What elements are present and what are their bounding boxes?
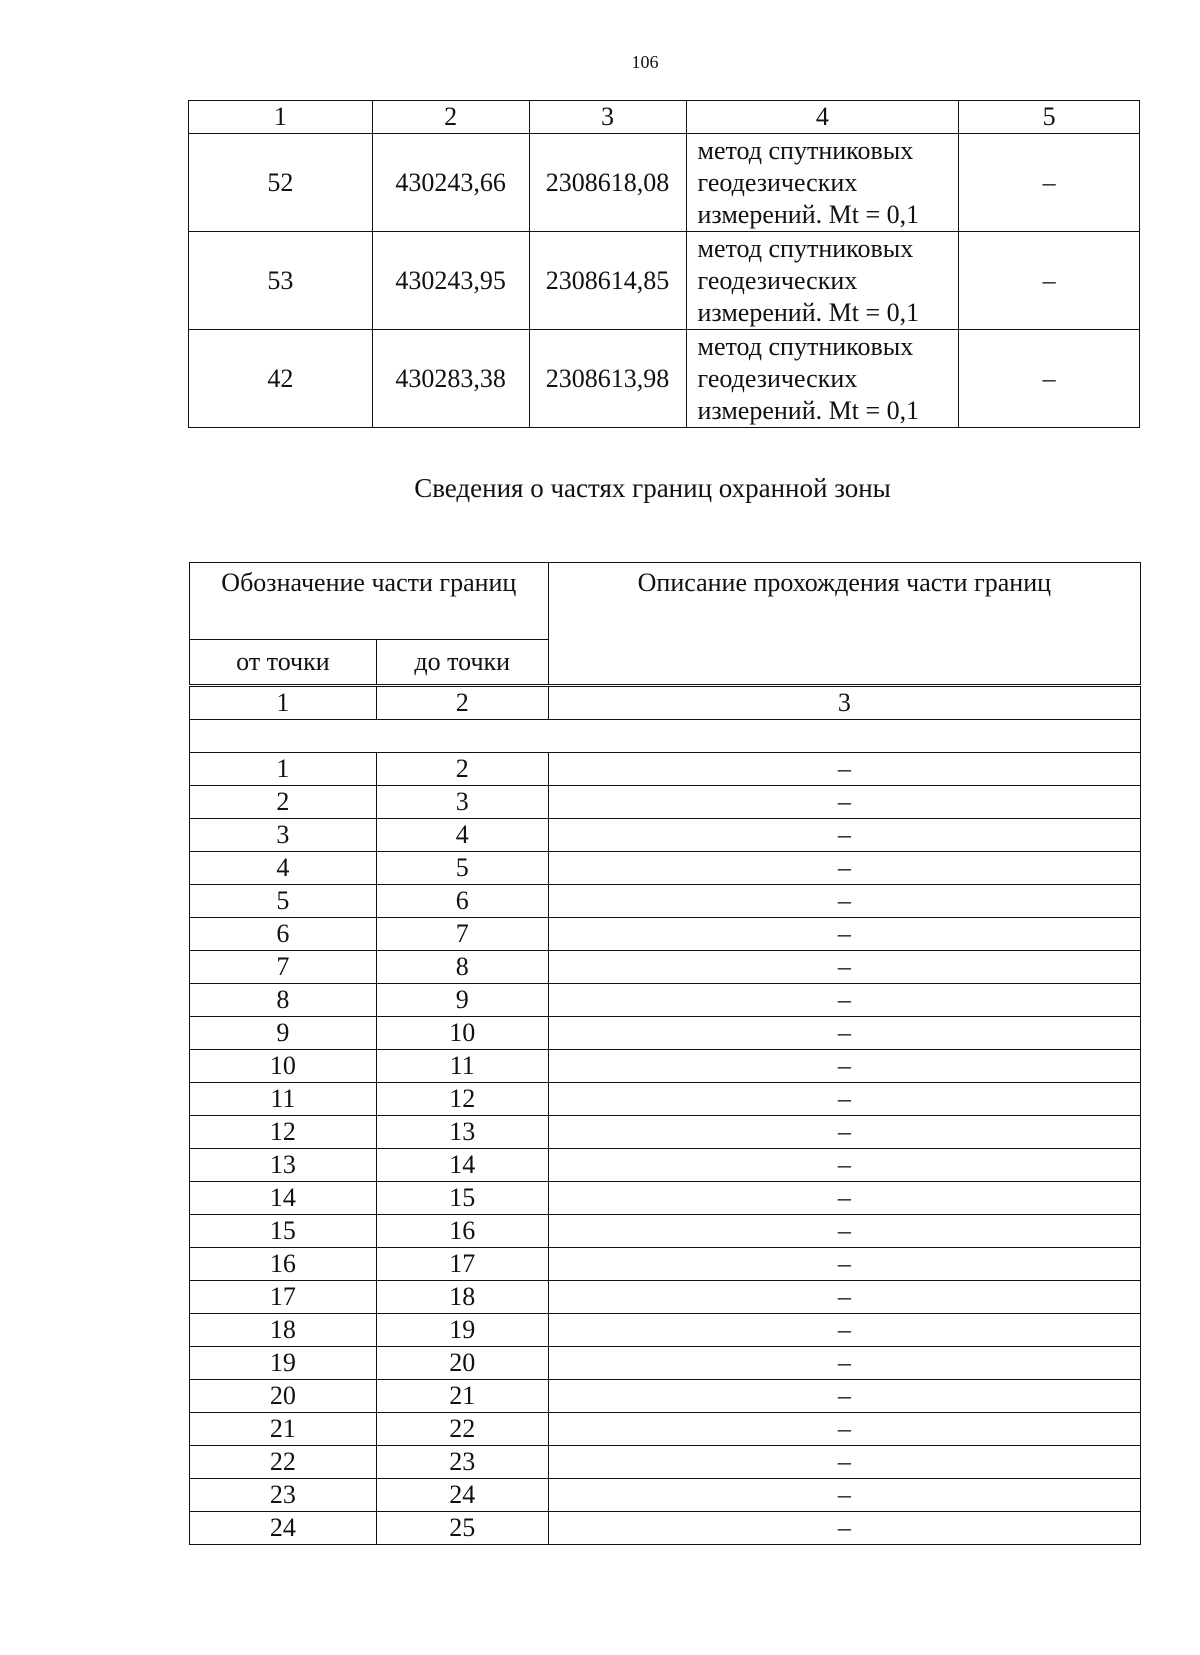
column-number-row <box>190 686 1141 720</box>
to-point: 23 <box>376 1446 548 1479</box>
header-row <box>190 563 1141 640</box>
part-description: – <box>548 1479 1140 1512</box>
column-number: 5 <box>959 101 1140 134</box>
note: – <box>959 134 1140 232</box>
part-description: – <box>548 1512 1140 1545</box>
method-line: измерений. Mt = 0,1 <box>697 395 920 425</box>
from-point: 16 <box>190 1248 377 1281</box>
from-point: 15 <box>190 1215 377 1248</box>
method-line: измерений. Mt = 0,1 <box>697 297 920 327</box>
coord-x: 430243,95 <box>372 232 529 330</box>
table-row <box>190 1017 1141 1050</box>
coord-x: 430243,66 <box>372 134 529 232</box>
from-point: 13 <box>190 1149 377 1182</box>
to-point: 19 <box>376 1314 548 1347</box>
table-row <box>190 1314 1141 1347</box>
to-point: 14 <box>376 1149 548 1182</box>
to-point: 3 <box>376 786 548 819</box>
to-point: 8 <box>376 951 548 984</box>
part-description: – <box>548 1017 1140 1050</box>
table-row <box>190 1446 1141 1479</box>
to-point: 4 <box>376 819 548 852</box>
page-number: 106 <box>631 52 659 72</box>
part-description: – <box>548 984 1140 1017</box>
note: – <box>959 232 1140 330</box>
to-point: 9 <box>376 984 548 1017</box>
header-description: Описание прохождения части границ <box>548 563 1140 686</box>
to-point: 7 <box>376 918 548 951</box>
method-description <box>686 232 959 330</box>
table-row <box>190 1116 1141 1149</box>
table-row <box>190 819 1141 852</box>
from-point: 12 <box>190 1116 377 1149</box>
header-from-point: от точки <box>190 640 377 686</box>
from-point: 6 <box>190 918 377 951</box>
to-point: 10 <box>376 1017 548 1050</box>
part-description: – <box>548 1281 1140 1314</box>
part-description: – <box>548 1347 1140 1380</box>
column-number: 3 <box>529 101 686 134</box>
header-to-point: до точки <box>376 640 548 686</box>
part-description: – <box>548 786 1140 819</box>
coord-y: 2308613,98 <box>529 330 686 428</box>
table-row <box>190 1050 1141 1083</box>
to-point: 24 <box>376 1479 548 1512</box>
point-id: 53 <box>189 232 373 330</box>
to-point: 22 <box>376 1413 548 1446</box>
method-line: метод спутниковых <box>697 135 914 165</box>
to-point: 2 <box>376 753 548 786</box>
table-row <box>189 134 1140 232</box>
to-point: 5 <box>376 852 548 885</box>
table-row <box>189 232 1140 330</box>
part-description: – <box>548 885 1140 918</box>
method-line: геодезических <box>697 265 858 295</box>
table-row <box>190 786 1141 819</box>
table-row <box>190 1347 1141 1380</box>
to-point: 17 <box>376 1248 548 1281</box>
from-point: 10 <box>190 1050 377 1083</box>
to-point: 20 <box>376 1347 548 1380</box>
table-row <box>190 1248 1141 1281</box>
column-number: 1 <box>190 686 377 720</box>
to-point: 13 <box>376 1116 548 1149</box>
method-line: метод спутниковых <box>697 331 914 361</box>
method-line: метод спутниковых <box>697 233 914 263</box>
from-point: 4 <box>190 852 377 885</box>
part-description: – <box>548 1116 1140 1149</box>
from-point: 9 <box>190 1017 377 1050</box>
table-row <box>190 1215 1141 1248</box>
part-description: – <box>548 819 1140 852</box>
parts-body <box>190 753 1141 1545</box>
section-title: Сведения о частях границ охранной зоны <box>414 473 891 503</box>
to-point: 11 <box>376 1050 548 1083</box>
from-point: 23 <box>190 1479 377 1512</box>
point-id: 42 <box>189 330 373 428</box>
part-description: – <box>548 1149 1140 1182</box>
part-description: – <box>548 1083 1140 1116</box>
coord-y: 2308614,85 <box>529 232 686 330</box>
table-row <box>190 951 1141 984</box>
table-row <box>190 852 1141 885</box>
from-point: 2 <box>190 786 377 819</box>
table-row <box>190 1413 1141 1446</box>
boundary-parts-table <box>189 562 1141 1545</box>
from-point: 21 <box>190 1413 377 1446</box>
from-point: 5 <box>190 885 377 918</box>
from-point: 20 <box>190 1380 377 1413</box>
table-row <box>190 1083 1141 1116</box>
part-description: – <box>548 852 1140 885</box>
column-number: 3 <box>548 686 1140 720</box>
part-description: – <box>548 951 1140 984</box>
from-point: 1 <box>190 753 377 786</box>
coord-x: 430283,38 <box>372 330 529 428</box>
table-row <box>190 1149 1141 1182</box>
method-line: геодезических <box>697 363 858 393</box>
method-description <box>686 330 959 428</box>
column-number: 1 <box>189 101 373 134</box>
table-row <box>190 1479 1141 1512</box>
method-description <box>686 134 959 232</box>
note: – <box>959 330 1140 428</box>
part-description: – <box>548 1314 1140 1347</box>
from-point: 19 <box>190 1347 377 1380</box>
table-row <box>190 1380 1141 1413</box>
part-description: – <box>548 1413 1140 1446</box>
column-number: 2 <box>372 101 529 134</box>
column-number-row <box>189 101 1140 134</box>
part-description: – <box>548 1182 1140 1215</box>
table-row <box>190 1182 1141 1215</box>
to-point: 12 <box>376 1083 548 1116</box>
from-point: 3 <box>190 819 377 852</box>
point-id: 52 <box>189 134 373 232</box>
from-point: 8 <box>190 984 377 1017</box>
to-point: 25 <box>376 1512 548 1545</box>
table-row <box>190 1512 1141 1545</box>
table-row <box>190 753 1141 786</box>
part-description: – <box>548 1380 1140 1413</box>
blank-row <box>190 720 1141 753</box>
from-point: 18 <box>190 1314 377 1347</box>
to-point: 15 <box>376 1182 548 1215</box>
part-description: – <box>548 1050 1140 1083</box>
table-row <box>189 330 1140 428</box>
part-description: – <box>548 1446 1140 1479</box>
header-designation: Обозначение части границ <box>190 563 549 640</box>
from-point: 11 <box>190 1083 377 1116</box>
table-row <box>190 1281 1141 1314</box>
to-point: 18 <box>376 1281 548 1314</box>
from-point: 14 <box>190 1182 377 1215</box>
column-number: 2 <box>376 686 548 720</box>
coordinates-table <box>188 100 1140 428</box>
part-description: – <box>548 1215 1140 1248</box>
blank-cell <box>190 720 1141 753</box>
to-point: 21 <box>376 1380 548 1413</box>
from-point: 7 <box>190 951 377 984</box>
from-point: 22 <box>190 1446 377 1479</box>
table-row <box>190 918 1141 951</box>
part-description: – <box>548 753 1140 786</box>
table-row <box>190 984 1141 1017</box>
part-description: – <box>548 1248 1140 1281</box>
method-line: геодезических <box>697 167 858 197</box>
part-description: – <box>548 918 1140 951</box>
coord-y: 2308618,08 <box>529 134 686 232</box>
to-point: 6 <box>376 885 548 918</box>
from-point: 24 <box>190 1512 377 1545</box>
method-line: измерений. Mt = 0,1 <box>697 199 920 229</box>
table-row <box>190 885 1141 918</box>
from-point: 17 <box>190 1281 377 1314</box>
to-point: 16 <box>376 1215 548 1248</box>
column-number: 4 <box>686 101 959 134</box>
